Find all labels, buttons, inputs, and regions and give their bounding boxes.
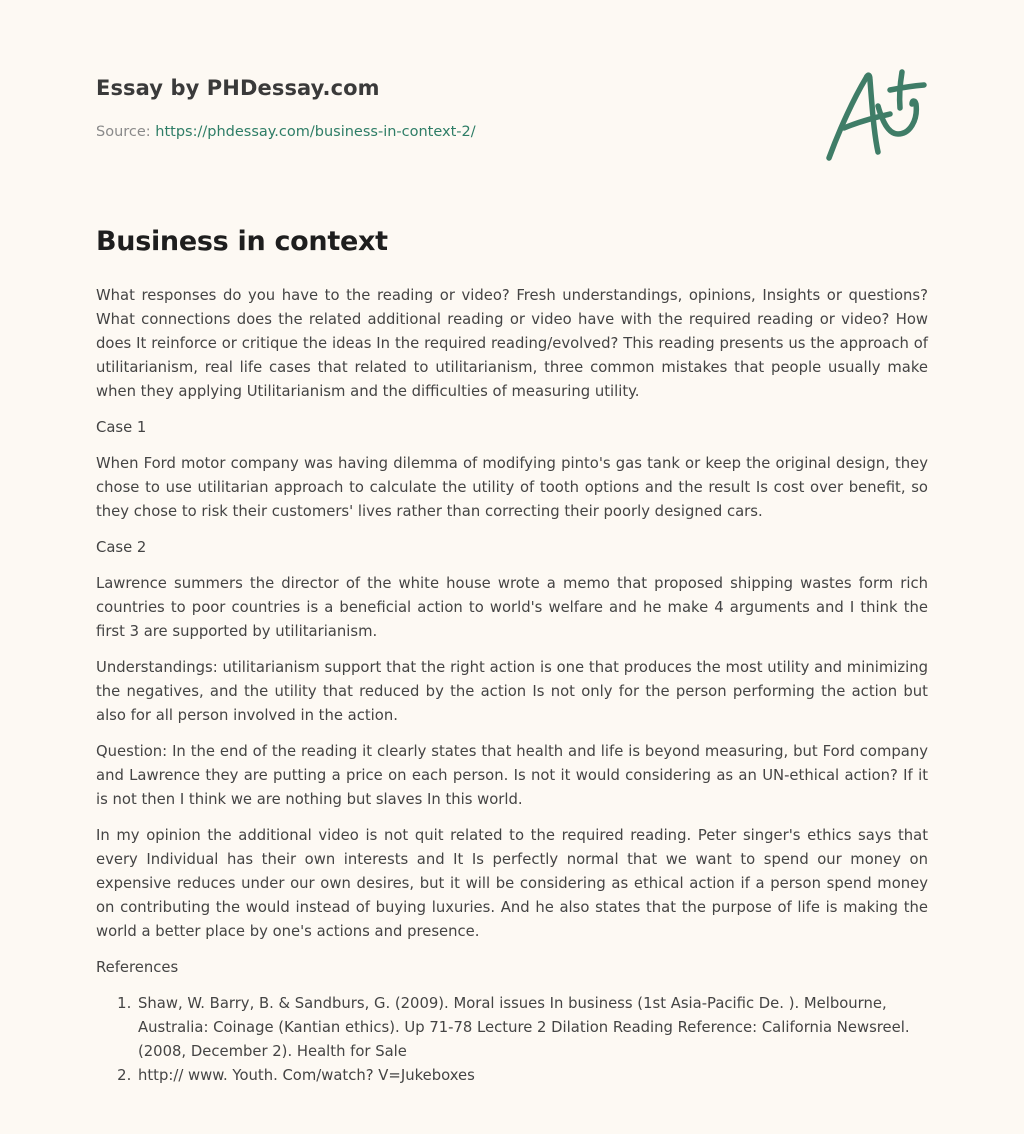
references-heading: References	[96, 959, 179, 976]
case-1-heading: Case 1	[96, 419, 147, 436]
intro-paragraph: What responses do you have to the reading or video? Fresh understandings, opinions, Insights or questions? What connections does the related additional reading or video have with the required reading or video? How does It reinforce or critique the ideas In the required reading/evolved? This reading presents us the approach of utilitarianism, real life cases that related to utilitarianism, three common mistakes that people usually make when they applying Utilitarianism and the difficulties of measuring utility.	[96, 287, 928, 400]
site-title: Essay by PHDessay.com	[96, 76, 380, 100]
reference-item: 1. Shaw, W. Barry, B. & Sandburs, G. (2009). Moral issues In business (1st Asia-Pacific De. ). Melbourne, Australia: Coinage (Kantian ethics). Up 71-78 Lecture 2 Dilation Reading Reference: California Newsreel. (2008, December 2). Health for Sale	[136, 992, 928, 1064]
case-2-heading: Case 2	[96, 539, 147, 556]
a-plus-logo-icon	[820, 68, 930, 168]
question-paragraph: Question: In the end of the reading it clearly states that health and life is beyond measuring, but Ford company and Lawrence they are putting a price on each person. Is not it would considering as an UN-ethical action? If it is not then I think we are nothing but slaves In this world.	[96, 743, 928, 808]
source-link[interactable]: https://phdessay.com/business-in-context-2/	[155, 124, 476, 140]
understandings-paragraph: Understandings: utilitarianism support that the right action is one that produces the most utility and minimizing the negatives, and the utility that reduced by the action Is not only for the person performing the action but also for all person involved in the action.	[96, 659, 928, 724]
references-list	[96, 992, 928, 1088]
reference-item: 2. http:// www. Youth. Com/watch? V=Jukeboxes	[136, 1064, 928, 1088]
source-label: Source:	[96, 124, 156, 140]
source-line	[96, 124, 476, 140]
case-1-paragraph: When Ford motor company was having dilemma of modifying pinto's gas tank or keep the original design, they chose to use utilitarian approach to calculate the utility of tooth options and the result Is cost over benefit, so they chose to risk their customers' lives rather than correcting their poorly designed cars.	[96, 455, 928, 520]
document-body	[96, 284, 928, 1088]
case-2-paragraph: Lawrence summers the director of the white house wrote a memo that proposed shipping wastes form rich countries to poor countries is a beneficial action to world's welfare and he make 4 arguments and I think the first 3 are supported by utilitarianism.	[96, 575, 928, 640]
document-title: Business in context	[96, 226, 388, 257]
opinion-paragraph: In my opinion the additional video is not quit related to the required reading. Peter singer's ethics says that every Individual has their own interests and It Is perfectly normal that we want to spend our money on expensive reduces under our own desires, but it will be considering as ethical action if a person spend money on contributing the would instead of buying luxuries. And he also states that the purpose of life is making the world a better place by one's actions and presence.	[96, 827, 928, 940]
